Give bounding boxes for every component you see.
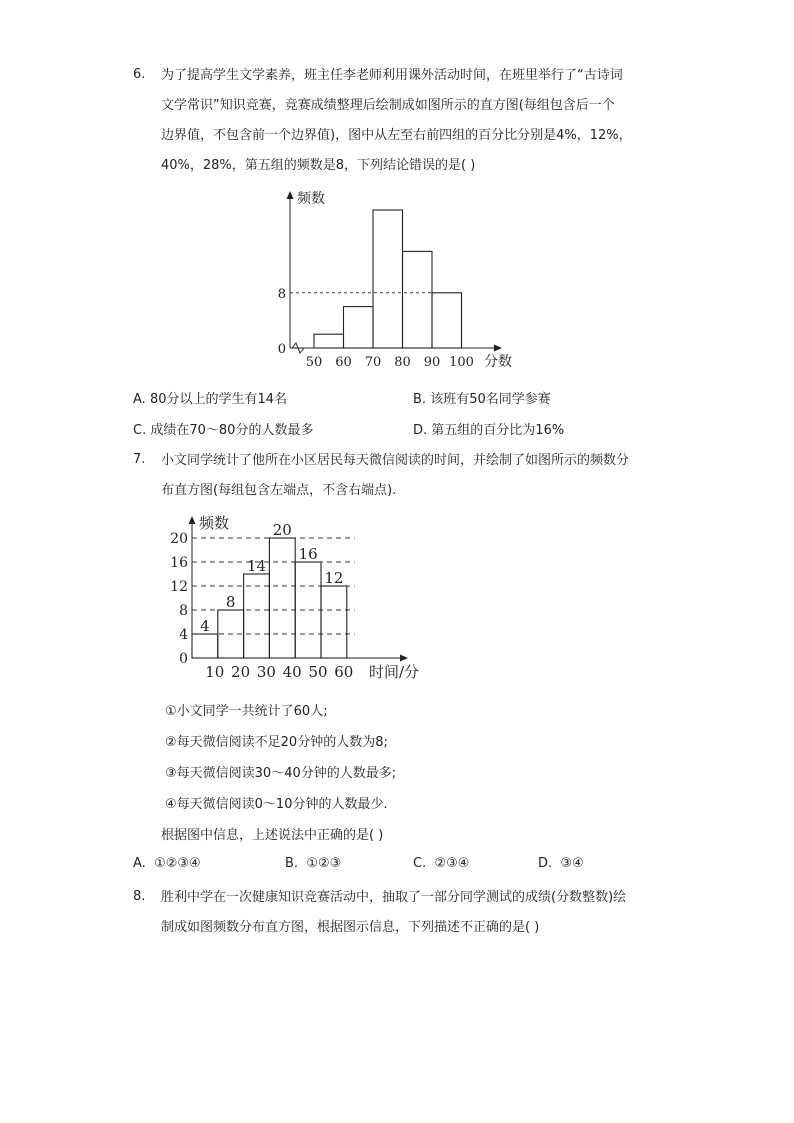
q7-ask: 根据图中信息，上述说法中正确的是( ) [161, 828, 384, 843]
question-6-number: 6. [133, 67, 146, 82]
q6-histogram [270, 185, 530, 375]
x-tick-label: 70 [364, 355, 382, 370]
y-tick-label: 0 [277, 342, 286, 357]
histogram-bar [244, 574, 270, 658]
q7-option-a[interactable] [133, 856, 201, 871]
y-tick-label: 8 [179, 603, 188, 619]
x-tick-label: 100 [449, 355, 474, 370]
q6-line-4: 40%，28%，第五组的频数是8，下列结论错误的是( ) [161, 158, 476, 173]
question-6-stem [161, 61, 632, 181]
question-8-number: 8. [133, 889, 146, 904]
x-tick-label: 20 [231, 663, 251, 681]
q7-option-d-text: ③④ [560, 856, 584, 871]
q7-option-c-text: ②③④ [434, 856, 470, 871]
q6-option-d[interactable] [413, 419, 564, 438]
y-axis-label: 频数 [297, 191, 325, 207]
x-tick-label: 50 [305, 355, 323, 370]
histogram-bar [344, 307, 374, 348]
q7-statement-2: ②每天微信阅读不足20分钟的人数为8; [165, 735, 388, 750]
bar-data-label: 20 [272, 521, 292, 539]
q7-histogram [155, 508, 445, 688]
x-tick-label: 60 [335, 355, 352, 370]
q6-option-d-text: 第五组的百分比为16% [431, 423, 565, 438]
question-7-number: 7. [133, 452, 146, 467]
x-tick-label: 60 [334, 663, 354, 681]
x-tick-label: 10 [205, 663, 225, 681]
q6-line-1: 为了提高学生文学素养，班主任李老师利用课外活动时间，在班里举行了“古诗词 [161, 68, 623, 83]
q6-option-c[interactable] [133, 419, 313, 438]
y-tick-label: 20 [170, 531, 188, 547]
q6-line-3: 边界值，不包含前一个边界值)，图中从左至右前四组的百分比分别是4%，12%， [161, 128, 632, 143]
y-tick-label: 16 [170, 555, 188, 571]
q6-option-d-label: D. [413, 423, 428, 438]
x-tick-label: 50 [308, 663, 328, 681]
q6-option-a-label: A. [133, 392, 146, 407]
y-tick-label: 0 [179, 651, 188, 667]
q6-option-b-label: B. [413, 392, 427, 407]
q7-line-1: 小文同学统计了他所在小区居民每天微信阅读的时间，并绘制了如图所示的频数分 [161, 453, 630, 468]
x-axis-label: 时间/分 [369, 663, 420, 681]
x-axis-arrow [400, 655, 408, 662]
bar-data-label: 16 [298, 545, 318, 563]
q6-option-a[interactable] [133, 388, 287, 407]
x-tick-label: 80 [394, 355, 411, 370]
x-tick-label: 30 [256, 663, 276, 681]
q8-line-1: 胜利中学在一次健康知识竞赛活动中，抽取了一部分同学测试的成绩(分数整数)绘 [161, 890, 627, 905]
q7-option-c-label: C. [413, 856, 427, 871]
histogram-bar [432, 293, 462, 348]
x-tick-label: 40 [282, 663, 302, 681]
bar-data-label: 14 [246, 557, 267, 575]
q7-line-2: 布直方图(每组包含左端点，不含右端点). [161, 483, 397, 498]
q7-option-d-label: D. [538, 856, 553, 871]
question-8-stem [161, 883, 626, 943]
q7-option-b-label: B. [285, 856, 299, 871]
x-axis-arrow [494, 345, 502, 352]
bar-data-label: 4 [200, 617, 210, 635]
q7-option-a-text: ①②③④ [154, 856, 201, 871]
y-tick-label: 8 [277, 286, 286, 302]
q7-statement-1: ①小文同学一共统计了60人; [165, 704, 328, 719]
q7-statement-4: ④每天微信阅读0～10分钟的人数最少. [165, 797, 388, 812]
x-tick-label: 90 [423, 355, 441, 370]
q8-line-2: 制成如图频数分布直方图，根据图示信息，下列描述不正确的是( ) [161, 920, 540, 935]
y-axis-label: 频数 [199, 514, 230, 532]
q7-option-c[interactable] [413, 856, 469, 871]
histogram-bar [321, 586, 347, 658]
q6-option-a-text: 80分以上的学生有14名 [149, 392, 288, 407]
q7-statement-3: ③每天微信阅读30～40分钟的人数最多; [165, 766, 397, 781]
histogram-bar [269, 538, 295, 658]
q7-option-d[interactable] [538, 856, 584, 871]
question-7-stem [161, 446, 629, 506]
histogram-bar [373, 210, 403, 348]
y-axis-arrow [189, 516, 196, 524]
q6-option-b-text: 该班有50名同学参赛 [430, 392, 551, 407]
q6-line-2: 文学常识”知识竞赛，竞赛成绩整理后绘制成如图所示的直方图(每组包含后一个 [161, 98, 615, 113]
histogram-bar [192, 634, 218, 658]
y-axis-arrow [287, 191, 294, 199]
y-tick-label: 4 [179, 627, 188, 643]
bar-data-label: 8 [225, 593, 236, 611]
q6-option-c-label: C. [133, 423, 147, 438]
q6-option-c-text: 成绩在70～80分的人数最多 [150, 423, 314, 438]
q6-option-b[interactable] [413, 388, 551, 407]
q7-option-a-label: A. [133, 856, 146, 871]
histogram-bar [314, 334, 344, 348]
q7-option-b-text: ①②③ [306, 856, 342, 871]
q7-option-b[interactable] [285, 856, 341, 871]
y-tick-label: 12 [170, 579, 188, 595]
histogram-bar [295, 562, 321, 658]
histogram-bar [403, 251, 433, 348]
x-axis-label: 分数 [484, 354, 512, 370]
bar-data-label: 12 [324, 569, 344, 587]
